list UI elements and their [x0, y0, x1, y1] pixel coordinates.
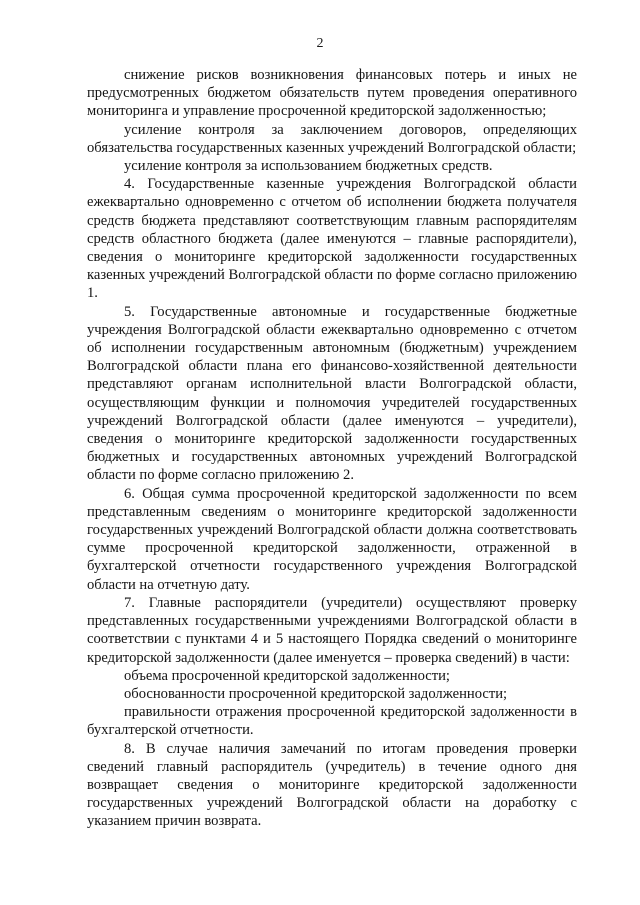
paragraph-item-5: 5. Государственные автономные и государственные бюджетные учреждения Волгоградской области ежеквартально одновременно с отчетом об исполнении государственным автономным (бюджетным) учреждением Волгоградской области плана его финансово-хозяйственной деятельности представляют органам исполнительной власти Волгоградской области, осуществляющим функции и полномочия учредителей государственных учреждений Волгоградской области (далее именуются – учредители), сведения о мониторинге кредиторской задолженности государственных бюджетных и государственных автономных учреждений Волгоградской области по форме согласно приложению 2.: [87, 303, 577, 484]
paragraph-check-accounting: правильности отражения просроченной кредиторской задолженности в бухгалтерской отчетности.: [87, 704, 577, 739]
paragraph-item-6: 6. Общая сумма просроченной кредиторской задолженности по всем представленным сведениям о мониторинге кредиторской задолженности государственных учреждений Волгоградской области должна соответствовать сумме просроченной кредиторской задолженности, отраженной в бухгалтерской отчетности государственного учреждения Волгоградской области на отчетную дату.: [87, 485, 577, 593]
paragraph-risk-reduction: снижение рисков возникновения финансовых потерь и иных не предусмотренных бюджетом обязательств путем проведения оперативного мониторинга и управление просроченной кредиторской задолженностью;: [87, 67, 577, 120]
document-body: [87, 66, 577, 831]
page-number: 2: [316, 36, 324, 51]
paragraph-item-4: 4. Государственные казенные учреждения Волгоградской области ежеквартально одновременно с отчетом об исполнении бюджета получателя средств бюджета представляют соответствующим главным распорядителям средств областного бюджета (далее именуются – главные распорядители), сведения о мониторинге кредиторской задолженности государственных казенных учреждений Волгоградской области по форме согласно приложению 1.: [87, 176, 577, 302]
paragraph-check-validity: обоснованности просроченной кредиторской задолженности;: [124, 685, 508, 702]
paragraph-item-7: 7. Главные распорядители (учредители) осуществляют проверку представленных государственными учреждениями Волгоградской области в соответствии с пунктами 4 и 5 настоящего Порядка сведений о мониторинге кредиторской задолженности (далее именуется – проверка сведений) в части:: [87, 594, 577, 666]
paragraph-budget-control: усиление контроля за использованием бюджетных средств.: [124, 158, 493, 175]
paragraph-contract-control: усиление контроля за заключением договоров, определяющих обязательства государственных казенных учреждений Волгоградской области;: [87, 121, 577, 156]
paragraph-check-volume: объема просроченной кредиторской задолженности;: [124, 667, 450, 684]
paragraph-item-8: 8. В случае наличия замечаний по итогам проведения проверки сведений главный распорядитель (учредитель) в течение одного дня возвращает сведения о мониторинге кредиторской задолженности государственных учреждений Волгоградской области на доработку с указанием причин возврата.: [87, 740, 577, 830]
